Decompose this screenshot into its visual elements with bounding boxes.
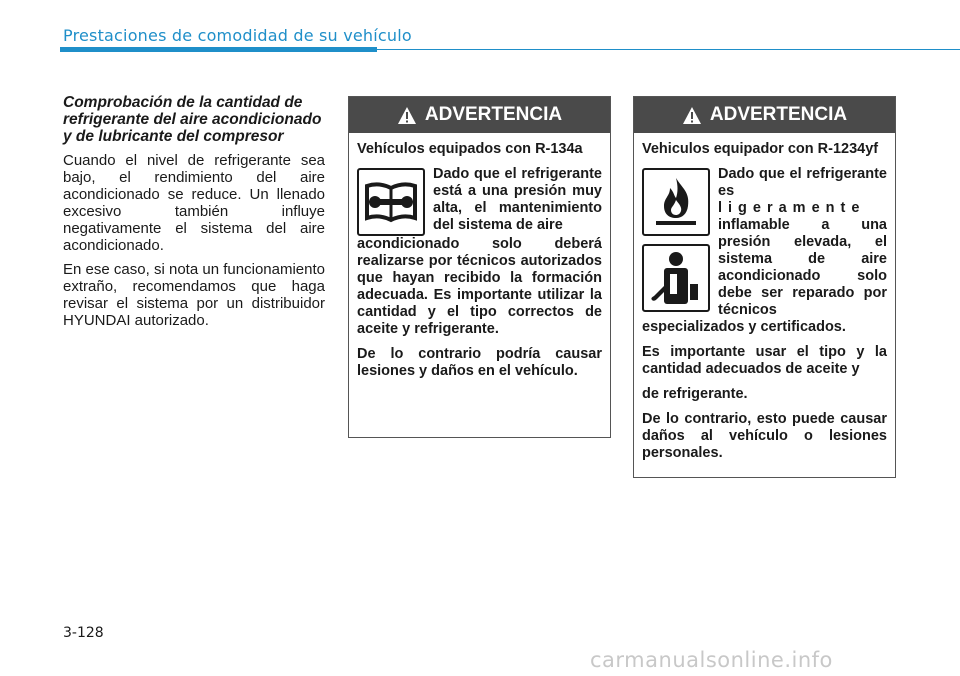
page-number: 3-128	[63, 625, 104, 641]
warning-side-text: Dado que el refrigerante está a una presión muy alta, el mantenimiento del sistema de aire	[433, 166, 602, 233]
technician-icon	[642, 244, 710, 312]
warning-heading: ADVERTENCIA	[424, 104, 563, 125]
section-title: Comprobación de la cantidad de refrigerante del aire acondicionado y de lubricante del compresor	[63, 94, 322, 145]
left-column	[63, 94, 325, 336]
warning-triangle-icon	[682, 106, 702, 125]
warning-triangle-icon	[397, 106, 417, 125]
section-header: Prestaciones de comodidad de su vehículo	[63, 26, 412, 45]
warning-heading: ADVERTENCIA	[709, 104, 848, 125]
watermark: carmanualsonline.info	[590, 648, 833, 672]
warning-intro: Vehículos equipados con R-134a	[357, 141, 583, 157]
paragraph-2: En ese caso, si nota un funcionamiento extraño, recomendamos que haga revisar el sistema por un distribuidor HYUNDAI autorizado.	[63, 261, 325, 329]
header-rule-thin	[377, 49, 960, 50]
warning-header	[349, 97, 610, 133]
warning-closing: De lo contrario podría causar lesiones y daños en el vehículo.	[357, 346, 602, 379]
warning-box-r1234yf	[633, 96, 896, 478]
warning-side-text-a: Dado que el refrigerante es	[718, 166, 887, 199]
warning-side-text-b: ligeramente	[718, 200, 866, 216]
warning-continued: especializados y certificados.	[642, 319, 846, 335]
paragraph-1: Cuando el nivel de refrigerante sea bajo, el rendimiento del aire acondicionado se reduce. Un llenado excesivo también influye negativamente el sistema del aire acondicionado.	[63, 152, 325, 254]
manual-wrench-icon	[357, 168, 425, 236]
warning-box-r134a	[348, 96, 611, 438]
warning-side-text-c: inflamable a una presión elevada, el sistema de aire acondicionado solo debe ser reparado por técnicos	[718, 217, 887, 318]
warning-continued: acondicionado solo deberá realizarse por técnicos autorizados que hayan recibido la formación adecuada. Es importante utilizar la cantidad y el tipo correctos de aceite y refrigerante.	[357, 236, 602, 337]
warning-paragraph-2: Es importante usar el tipo y la cantidad adecuados de aceite y	[642, 344, 887, 377]
warning-paragraph-3: de refrigerante.	[642, 386, 748, 402]
flammable-icon	[642, 168, 710, 236]
header-rule-thick	[60, 47, 377, 52]
warning-header	[634, 97, 895, 133]
warning-intro: Vehiculos equipador con R-1234yf	[642, 141, 879, 157]
warning-paragraph-4: De lo contrario, esto puede causar daños al vehículo o lesiones personales.	[642, 411, 887, 461]
